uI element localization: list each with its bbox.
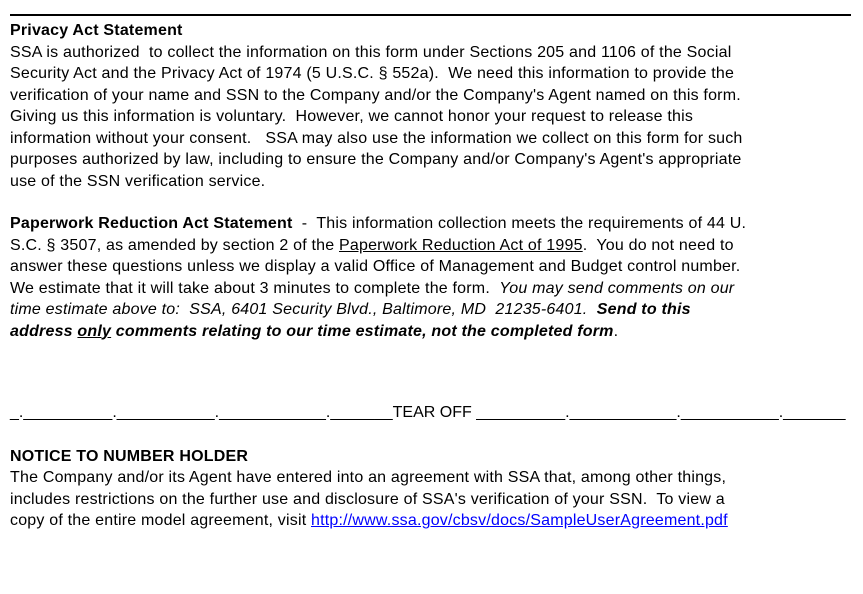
text-run: The Company and/or its Agent have entered into an agreement with SSA that, among other things, [10,469,727,486]
text-run: comments relating to our time estimate, not the completed form [111,322,614,340]
text-line [10,235,851,257]
text-run: address [10,322,78,340]
paperwork-heading: Paperwork Reduction Act Statement [10,215,293,232]
text-run: copy of the entire model agreement, visit [10,512,311,529]
text-run: You may send comments on our [499,279,735,297]
text-run: SSA is authorized to collect the information on this form under Sections 205 and 1106 of the Social [10,43,732,61]
text-line [10,510,851,532]
text-line [10,63,851,85]
text-run: answer these questions unless we display a valid Office of Management and Budget control number. [10,258,741,275]
sample-user-agreement-link[interactable]: http://www.ssa.gov/cbsv/docs/SampleUserAgreement.pdf [311,512,728,529]
text-run: verification of your name and SSN to the Company and/or the Company's Agent named on this form. [10,86,741,104]
text-run: time estimate above to: SSA, 6401 Security Blvd., Baltimore, MD 21235-6401. [10,301,597,318]
privacy-act-heading: Privacy Act Statement [10,22,183,39]
text-line [10,278,851,300]
text-run: We estimate that it will take about 3 minutes to complete the form. [10,279,500,297]
paperwork-act-reference: Paperwork Reduction Act of 1995 [339,236,583,254]
text-run: only [77,322,112,340]
text-run: . [613,322,619,340]
text-run: Security Act and the Privacy Act of 1974 (5 U.S.C. § 552a). We need this information to provide the [10,65,735,82]
text-line [10,149,851,171]
text-line [10,402,851,424]
top-rule [10,14,851,16]
notice-heading: NOTICE TO NUMBER HOLDER [10,447,249,465]
tear-off [10,402,851,424]
text-line [10,85,851,107]
privacy-act-statement [10,20,851,192]
tear-dashes-left: _.__________.___________.____________._______ [10,404,393,421]
document-body [10,20,851,532]
text-run: - This information collection meets the requirements of 44 U. [292,215,747,232]
text-line [10,42,851,64]
text-line [10,213,851,235]
notice-to-number-holder [10,446,851,532]
text-line [10,106,851,128]
text-run: use of the SSN verification service. [10,172,266,190]
text-line [10,467,851,489]
text-run: purposes authorized by law, including to ensure the Company and/or Company's Agent's appropriate [10,151,742,168]
document-page [0,14,863,594]
text-line [10,128,851,150]
text-run: Giving us this information is voluntary. However, we cannot honor your request to release this [10,108,694,125]
tear-off-label: TEAR OFF [392,404,477,421]
text-run: Send to this [596,301,691,318]
text-line [10,321,851,343]
text-line [10,489,851,511]
text-run: information without your consent. SSA may also use the information we collect on this form for such [10,129,743,147]
text-run: . You do not need to [582,236,734,254]
tear-dashes-right: __________.____________.___________._______ [476,404,846,421]
text-line [10,256,851,278]
text-line [10,446,851,468]
text-line [10,299,851,321]
text-line [10,171,851,193]
text-run: S.C. § 3507, as amended by section 2 of the [10,236,340,254]
text-run: includes restrictions on the further use and disclosure of SSA's verification of your SSN. To view a [10,490,725,508]
paperwork-reduction-act-statement [10,213,851,342]
text-line [10,20,851,42]
